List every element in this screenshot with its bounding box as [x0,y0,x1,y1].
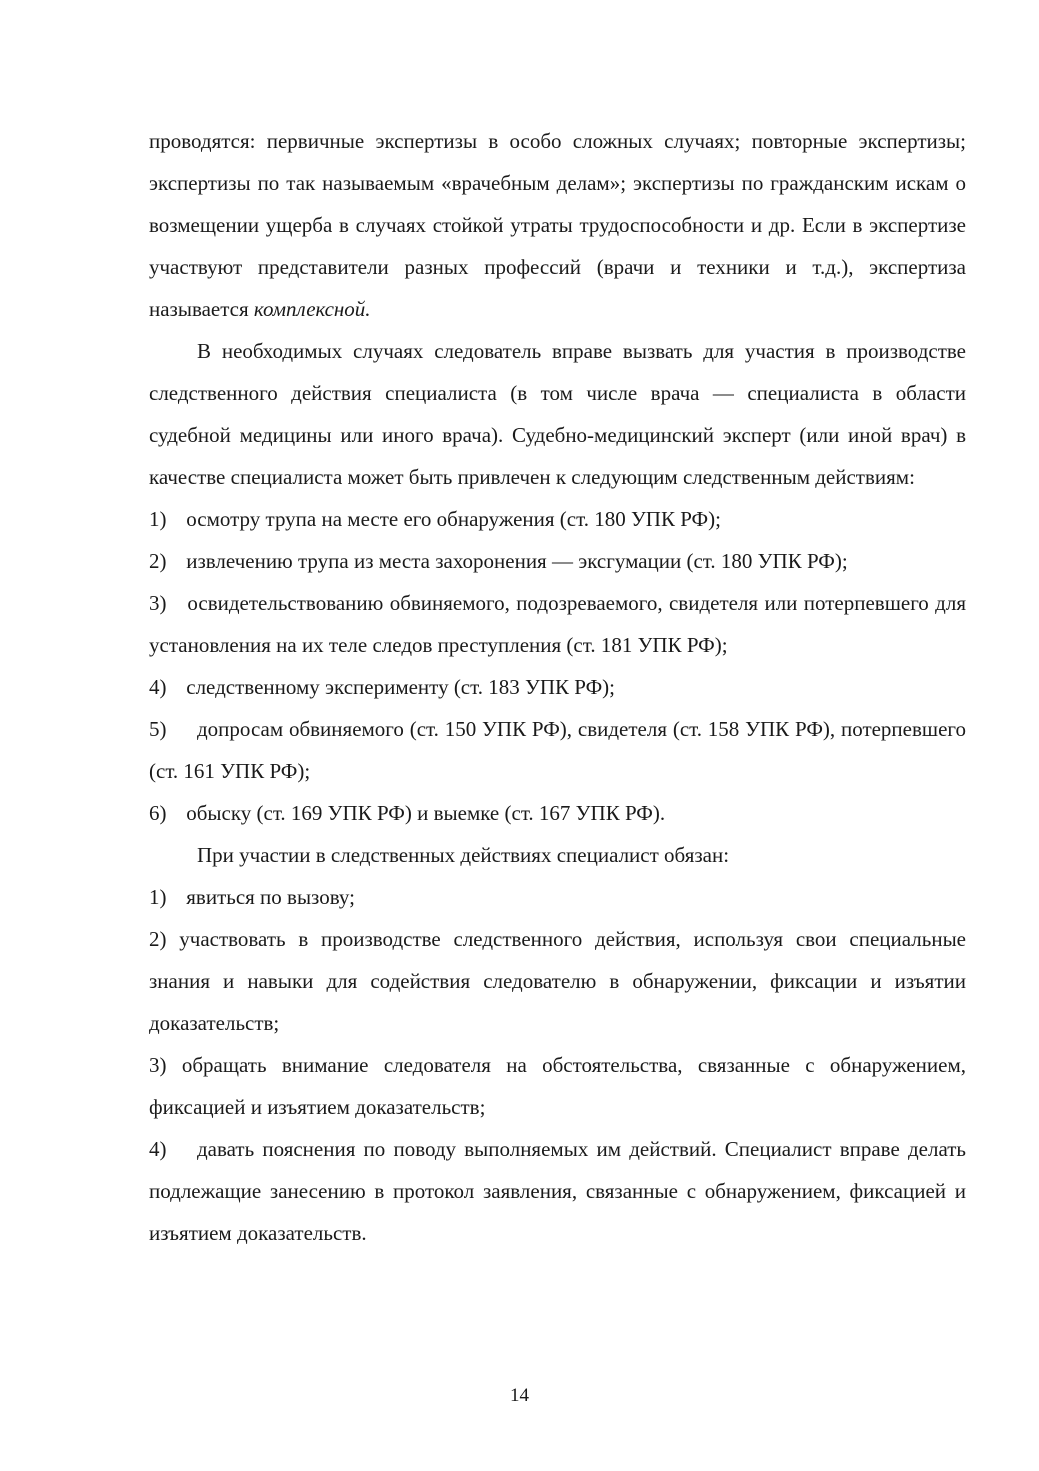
list-text: извлечению трупа из места захоронения — эксгумации (ст. 180 УПК РФ); [186,549,848,573]
list-item [149,582,966,666]
list-number: 6) [149,801,167,825]
paragraph-text: проводятся: первичные экспертизы в особо сложных случаях; повторные экспертизы; экспертизы по так называемым «врачебным делам»; экспертизы по гражданским искам о возмещении ущерба в случаях стойкой утраты трудоспособности и др. Если в экспертизе участвуют представители разных профессий (врачи и техники и т.д.), экспертиза называется [149,129,966,321]
list-number: 4) [149,675,167,699]
list-text: участвовать в производстве следственного действия, используя свои специальные знания и навыки для содействия следователю в обнаружении, фиксации и изъятии доказательств; [149,927,966,1035]
list-number: 3) [149,591,167,615]
paragraph-specialist-duties: При участии в следственных действиях специалист обязан: [197,843,730,867]
list-item [149,666,966,708]
list-text: обращать внимание следователя на обстоятельства, связанные с обнаружением, фиксацией и изъятием доказательств; [149,1053,967,1119]
list-number: 5) [149,717,167,741]
list-item [149,1128,966,1254]
paragraph-expertise-types [149,120,966,330]
list-text: давать пояснения по поводу выполняемых им действий. Специалист вправе делать подлежащие занесению в протокол заявления, связанные с обнаружением, фиксацией и изъятием доказательств. [149,1137,966,1245]
list-text: следственному эксперименту (ст. 183 УПК РФ); [186,675,616,699]
list-text: освидетельствованию обвиняемого, подозреваемого, свидетеля или потерпевшего для установления на их теле следов преступления (ст. 181 УПК РФ); [149,591,966,657]
body-text [149,120,966,1254]
list-text: явиться по вызову; [186,885,355,909]
list-text: обыску (ст. 169 УПК РФ) и выемке (ст. 167 УПК РФ). [186,801,666,825]
specialist-duties-list [149,876,966,1254]
list-number: 3) [149,1053,167,1077]
list-item [149,498,966,540]
list-text: допросам обвиняемого (ст. 150 УПК РФ), свидетеля (ст. 158 УПК РФ), потерпевшего (ст. 161 УПК РФ); [149,717,966,783]
list-text: осмотру трупа на месте его обнаружения (ст. 180 УПК РФ); [186,507,721,531]
list-item [149,918,966,1044]
italic-term: комплексной. [253,297,371,321]
list-item [149,876,966,918]
paragraph-specialist-intro: В необходимых случаях следователь вправе вызвать для участия в производстве следственного действия специалиста (в том числе врача — специалиста в области судебной медицины или иного врача). Судебно-медицинский эксперт (или иной врач) в качестве специалиста может быть привлечен к следующим следственным действиям: [149,339,966,489]
list-number: 1) [149,885,167,909]
list-number: 2) [149,927,167,951]
list-item [149,708,966,792]
list-item [149,792,966,834]
list-number: 1) [149,507,167,531]
investigative-actions-list [149,498,966,834]
list-number: 4) [149,1137,167,1161]
list-item [149,1044,966,1128]
list-number: 2) [149,549,167,573]
page-number: 14 [510,1385,529,1406]
list-item [149,540,966,582]
